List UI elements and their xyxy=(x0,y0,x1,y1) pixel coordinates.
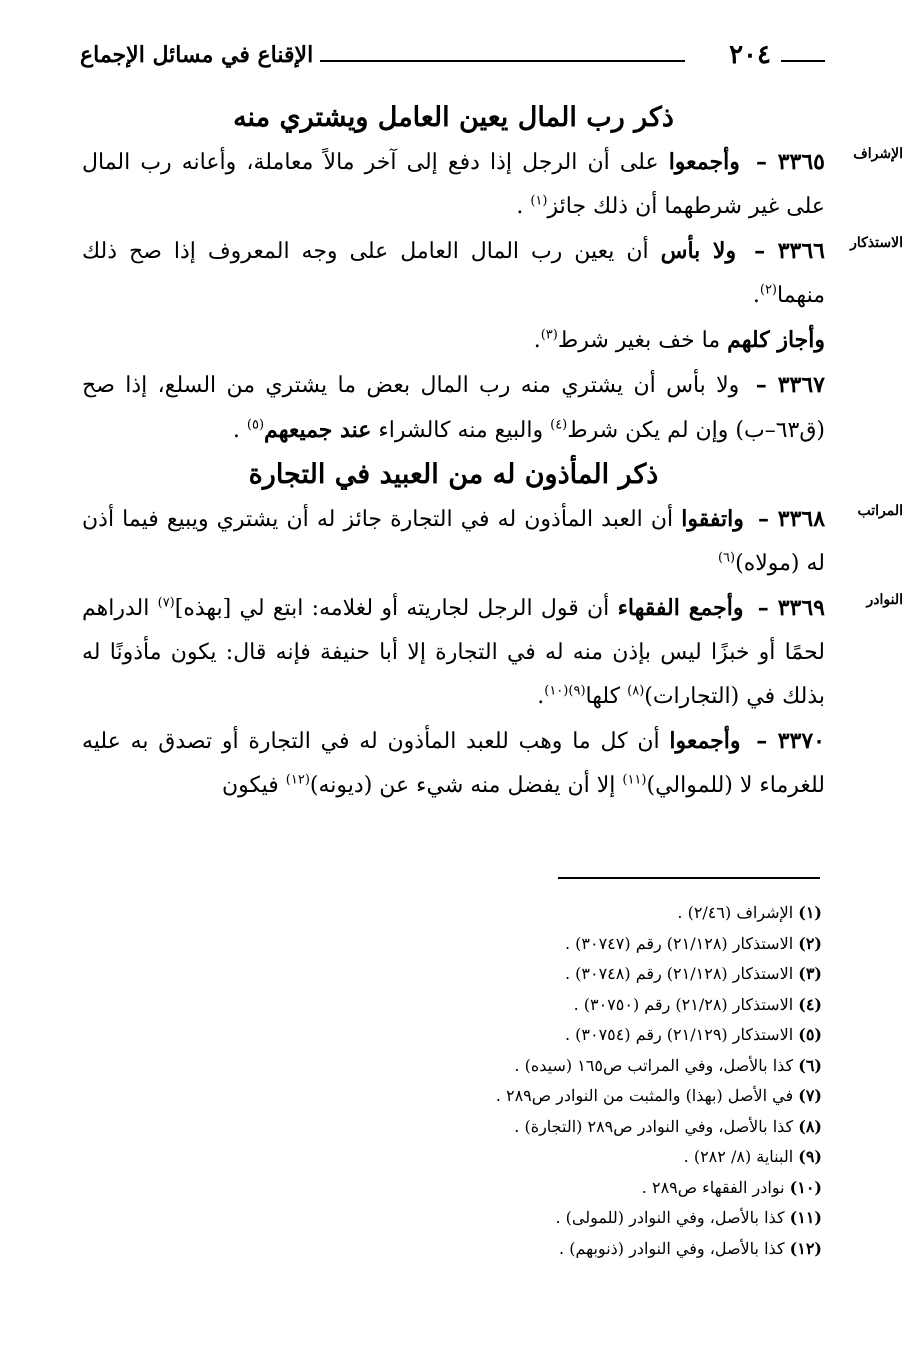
entry-number: ٣٣٦٨ – xyxy=(757,506,826,532)
page-number: ٢٠٤ xyxy=(729,40,771,70)
entry-3370 xyxy=(82,719,825,808)
source-label: الاستذكار xyxy=(850,235,903,251)
entry-3369 xyxy=(82,586,903,719)
footnote xyxy=(222,1234,822,1265)
entry-body: أن العبد المأذون له في التجارة جائز له أن يشتري ويبيع فيما أذن له (مولاه) xyxy=(82,507,825,576)
entry-keyword-2: عند جميعهم xyxy=(264,417,372,443)
footnote xyxy=(222,1203,822,1234)
footnote-number: (١٠) xyxy=(789,1177,822,1197)
footnote-number: (١٢) xyxy=(789,1238,822,1258)
footnote xyxy=(222,959,822,990)
footnote-number: (٧) xyxy=(798,1086,822,1105)
footnote xyxy=(222,1173,822,1204)
entry-3367 xyxy=(82,363,825,453)
footnote-text: البناية (٨/ ٢٨٢) . xyxy=(683,1147,794,1166)
running-header xyxy=(80,38,825,78)
footnote xyxy=(222,1112,822,1143)
footnote-separator xyxy=(558,877,820,879)
entry-tail: . xyxy=(537,684,545,709)
entry-body-2: والبيع منه كالشراء xyxy=(378,418,544,443)
footnote-ref: (٦) xyxy=(717,550,736,566)
footnote-number: (٣) xyxy=(798,964,822,983)
footnote-ref: (٧) xyxy=(157,595,175,611)
footnote xyxy=(222,898,822,929)
footnote-number: (٤) xyxy=(798,994,822,1014)
entry-body: أن قول الرجل لجاريته أو لغلامه: ابتع لي [بهذه] xyxy=(174,596,610,621)
entry-body: أن كل ما وهب للعبد المأذون له في التجارة أو تصدق به عليه للغرماء لا (للموالي) xyxy=(82,729,825,798)
entry-text xyxy=(82,586,825,719)
entry-keyword: وأجمع الفقهاء xyxy=(617,595,744,621)
footnote xyxy=(222,929,822,960)
entry-body: على أن الرجل إذا دفع إلى آخر مالاً معاملة، وأعانه رب المال على غير شرطهما أن ذلك جائز xyxy=(82,150,825,219)
entry-text xyxy=(82,318,825,363)
entry-keyword: وأجمعوا xyxy=(668,149,740,175)
footnote-text: كذا بالأصل، وفي النوادر ص٢٨٩ (التجارة) . xyxy=(514,1116,794,1136)
entry-tail: . xyxy=(752,283,760,308)
footnote-text: الاستذكار (٢١/١٢٨) رقم (٣٠٧٤٨) . xyxy=(564,964,794,983)
entry-text xyxy=(82,363,825,453)
entry-body: ولا بأس أن يشتري منه رب المال بعض ما يشتري من السلع، إذا صح (ق٦٣–ب) وإن لم يكن شرط xyxy=(82,373,825,443)
entry-body: أن يعين رب المال العامل على وجه المعروف إذا صح ذلك منهما xyxy=(82,239,825,308)
footnote-ref: (١٢) xyxy=(285,772,310,788)
section-heading: ذكر المأذون له من العبيد في التجارة xyxy=(248,459,659,490)
footnote xyxy=(222,990,822,1021)
footnote xyxy=(222,1051,822,1082)
footnote-ref: (٩)(١٠) xyxy=(544,683,586,699)
footnote-ref: (٢) xyxy=(759,282,777,298)
header-rule-middle xyxy=(320,60,685,62)
entry-tail: . xyxy=(232,418,240,443)
source-label: المراتب xyxy=(857,503,903,519)
section-heading: ذكر رب المال يعين العامل ويشتري منه xyxy=(233,102,674,133)
footnote-number: (١) xyxy=(798,903,822,922)
entry-keyword: ولا بأس xyxy=(660,238,737,264)
footnote xyxy=(222,1142,822,1173)
footnotes xyxy=(222,898,822,1264)
entry-text xyxy=(82,719,825,808)
entry-text xyxy=(82,229,825,318)
footnote xyxy=(222,1020,822,1051)
entry-body-2: الدراهم لحمًا أو خبزًا ليس بإذن منه له في التجارة إلا أبا حنيفة فإنه قال: يكون مأذونًا له بذلك في (التجارات) xyxy=(82,596,825,709)
footnote-ref: (١) xyxy=(530,193,548,209)
footnote-ref: (٥) xyxy=(246,417,265,433)
footnote-ref: (٨) xyxy=(627,683,645,699)
source-label: النوادر xyxy=(866,592,903,608)
footnote-ref: (٤) xyxy=(550,417,568,433)
main-text xyxy=(82,96,903,808)
entry-3366 xyxy=(82,229,903,318)
footnote xyxy=(222,1081,822,1112)
entry-body-2: إلا أن يفضل منه شيء عن (ديونه) xyxy=(309,773,616,798)
entry-number: ٣٣٧٠ – xyxy=(756,728,825,754)
entry-number: ٣٣٦٩ – xyxy=(757,595,825,621)
entry-text xyxy=(82,497,825,586)
entry-number: ٣٣٦٥ – xyxy=(755,149,825,175)
footnote-text: نوادر الفقهاء ص٢٨٩ . xyxy=(641,1177,785,1197)
footnote-number: (٩) xyxy=(798,1147,822,1166)
footnote-text: الاستذكار (٢١/١٢٩) رقم (٣٠٧٥٤) . xyxy=(564,1025,794,1044)
entry-body-3: فيكون xyxy=(221,773,279,798)
entry-body-3: كلها xyxy=(585,684,621,709)
footnote-text: الاستذكار (٢١/١٢٨) رقم (٣٠٧٤٧) . xyxy=(564,933,794,953)
entry-body: ما خف بغير شرط xyxy=(557,328,721,353)
header-rule-right xyxy=(781,60,825,62)
entry-keyword: وأجمعوا xyxy=(669,728,741,754)
footnote-text: كذا بالأصل، وفي النوادر (للمولى) . xyxy=(555,1208,785,1227)
footnote-ref: (٣) xyxy=(540,327,558,343)
footnote-text: كذا بالأصل، وفي المراتب ص١٦٥ (سيده) . xyxy=(514,1055,794,1075)
footnote-number: (١١) xyxy=(789,1208,822,1227)
entry-keyword: وأجاز كلهم xyxy=(727,327,825,353)
footnote-number: (٥) xyxy=(798,1025,822,1044)
footnote-text: الإشراف (٢/٤٦) . xyxy=(677,903,794,922)
entry-tail: . xyxy=(516,194,524,219)
entry-3365 xyxy=(82,140,903,229)
entry-text xyxy=(82,140,825,229)
footnote-ref: (١١) xyxy=(622,772,647,788)
footnote-text: كذا بالأصل، وفي النوادر (ذنوبهم) . xyxy=(559,1238,785,1258)
footnote-text: في الأصل (بهذا) والمثبت من النوادر ص٢٨٩ . xyxy=(495,1086,794,1105)
book-title: الإقناع في مسائل الإجماع xyxy=(80,42,314,68)
entry-number: ٣٣٦٧ – xyxy=(755,372,825,398)
footnote-number: (٨) xyxy=(798,1116,822,1136)
entry-3368 xyxy=(82,497,903,586)
entry-tail: . xyxy=(533,328,541,353)
entry-number: ٣٣٦٦ – xyxy=(754,238,825,264)
entry-consensus-note xyxy=(82,318,825,363)
footnote-number: (٢) xyxy=(798,933,822,953)
footnote-number: (٦) xyxy=(798,1055,822,1075)
entry-keyword: واتفقوا xyxy=(681,506,744,532)
source-label: الإشراف xyxy=(853,146,903,162)
footnote-text: الاستذكار (٢١/٢٨) رقم (٣٠٧٥٠) . xyxy=(573,994,794,1014)
